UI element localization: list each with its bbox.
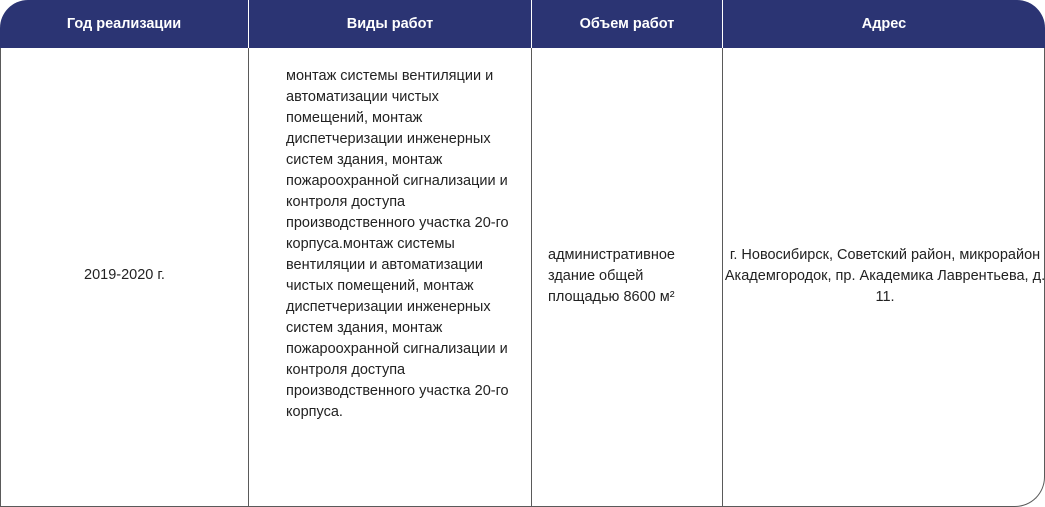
cell-volume: административное здание общей площадью 8600 м² bbox=[548, 247, 675, 305]
cell-year: 2019-2020 г. bbox=[84, 267, 165, 283]
cell-works: монтаж системы вентиляции и автоматизации чистых помещений, монтаж диспетчеризации инженерных систем здания, монтаж пожароохранной сигнализации и контроля доступа производственного участка 20-го корпуса.монтаж системы вентиляции и автоматизации чистых помещений, монтаж диспетчеризации инженерных систем здания, монтаж пожароохранной сигнализации и контроля доступа производственного участка 20-го корпуса. bbox=[286, 68, 509, 420]
table-header bbox=[0, 0, 1045, 48]
column-divider bbox=[531, 48, 532, 506]
column-header-volume: Объем работ bbox=[532, 0, 723, 48]
column-header-address: Адрес bbox=[861, 16, 907, 32]
column-header-year: Год реализации bbox=[0, 0, 249, 48]
cell-address: г. Новосибирск, Советский район, микрорайон Академгородок, пр. Академика Лаврентьева, д. 11. bbox=[724, 247, 1045, 305]
column-header-works: Виды работ bbox=[249, 0, 532, 48]
column-divider bbox=[722, 48, 723, 506]
